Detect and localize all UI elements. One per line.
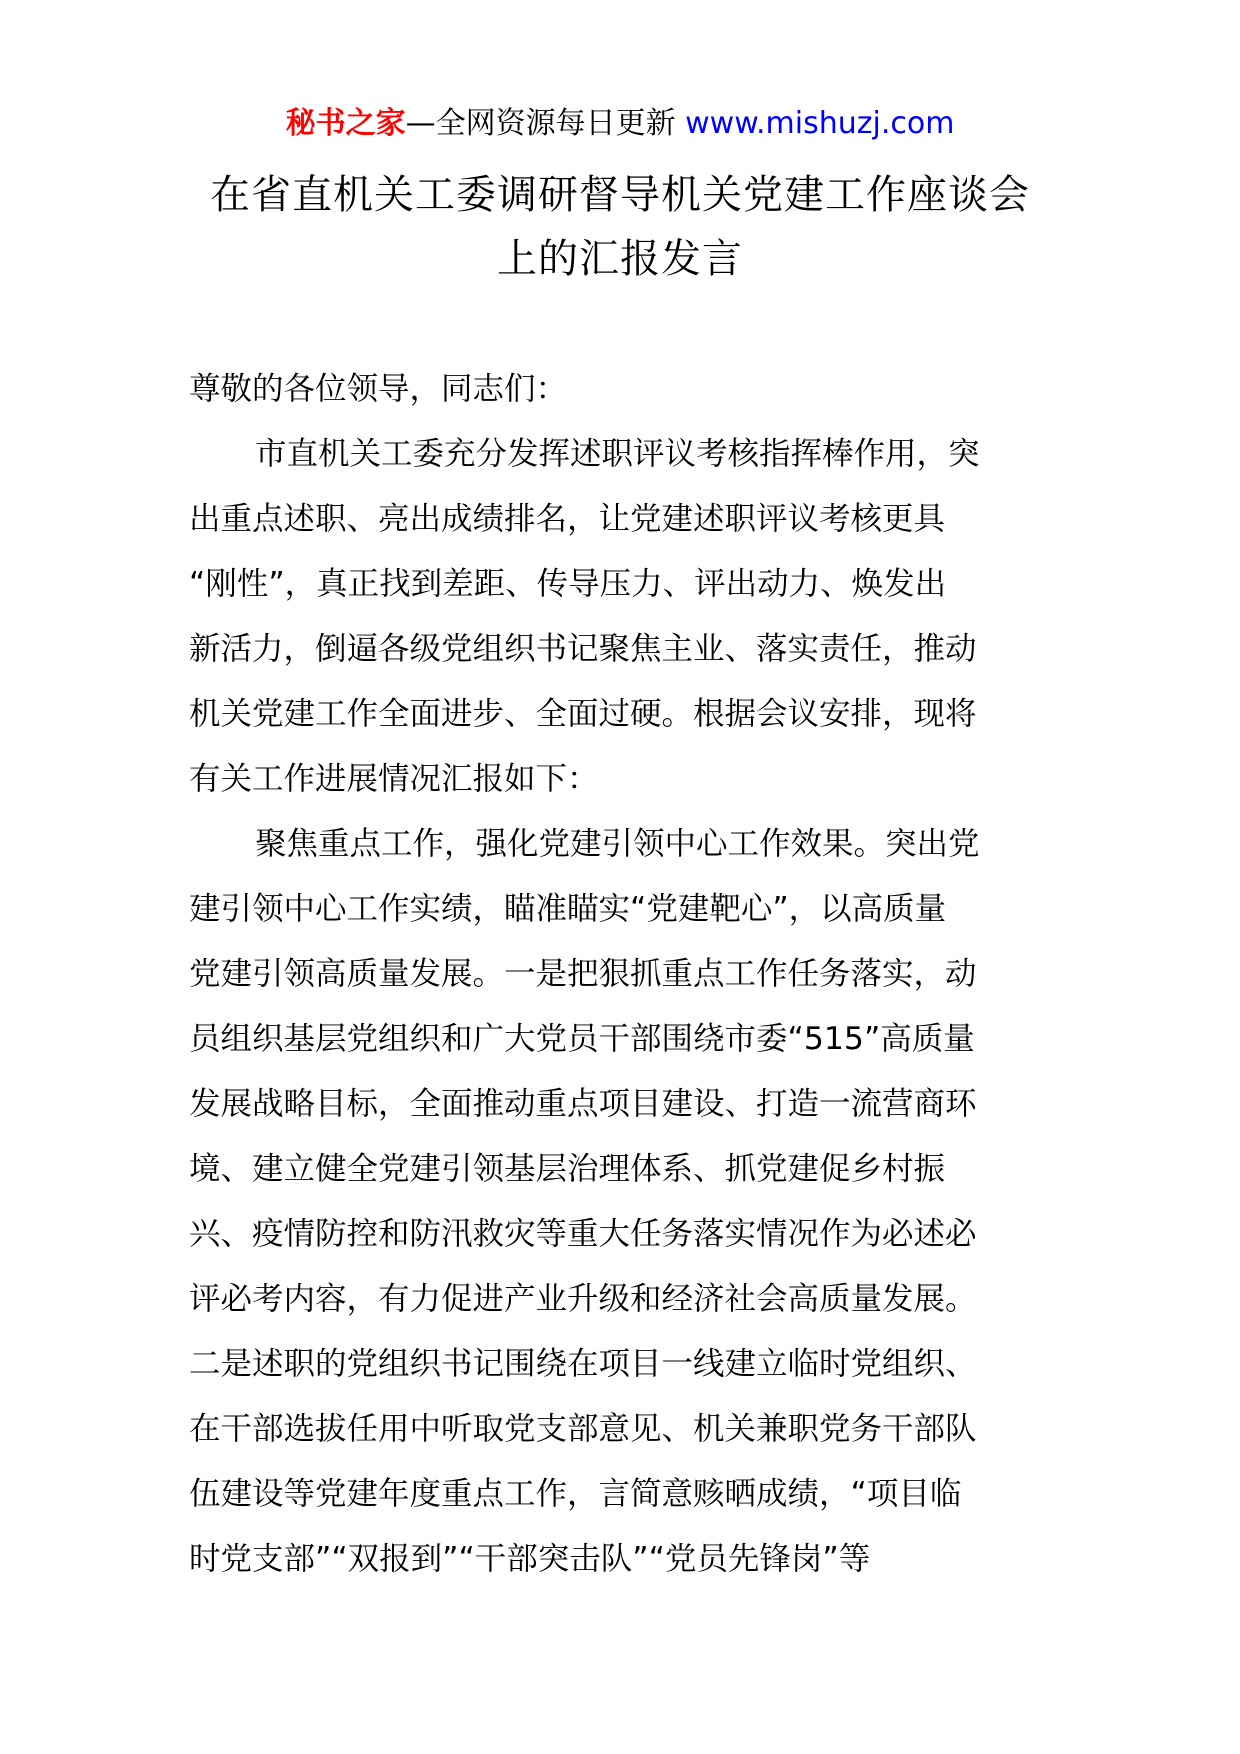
body-line: 新活力，倒逼各级党组织书记聚焦主业、落实责任，推动 — [189, 631, 977, 667]
body-line: 市直机关工委充分发挥述职评议考核指挥棒作用，突 — [255, 436, 980, 472]
body-line: 出重点述职、亮出成绩排名，让党建述职评议考核更具 — [189, 501, 946, 537]
salutation: 尊敬的各位领导，同志们： — [189, 371, 568, 407]
body-line: 机关党建工作全面进步、全面过硬。根据会议安排，现将 — [189, 696, 977, 732]
body-line: 聚焦重点工作，强化党建引领中心工作效果。突出党 — [255, 826, 980, 862]
body-line: 二是述职的党组织书记围绕在项目一线建立临时党组织、 — [189, 1346, 977, 1382]
title-line: 在省直机关工委调研督导机关党建工作座谈会 — [210, 172, 1030, 218]
banner-slogan: —全网资源每日更新 — [405, 106, 686, 141]
site-banner — [0, 104, 1240, 144]
body-line: 员组织基层党组织和广大党员干部围绕市委“515”高质量 — [189, 1021, 975, 1057]
banner-brand: 秘书之家 — [285, 106, 406, 141]
body-line: 有关工作进展情况汇报如下： — [189, 761, 599, 797]
document-body — [189, 357, 1061, 1592]
body-line: 在干部选拔任用中听取党支部意见、机关兼职党务干部队 — [189, 1411, 977, 1447]
body-line: 建引领中心工作实绩，瞄准瞄实“党建靶心”，以高质量 — [189, 891, 947, 927]
body-line: 伍建设等党建年度重点工作，言简意赅晒成绩，“项目临 — [189, 1476, 962, 1512]
document-title — [150, 163, 1090, 291]
title-line: 上的汇报发言 — [497, 236, 743, 282]
body-line: 时党支部”“双报到”“干部突击队”“党员先锋岗”等 — [189, 1541, 871, 1577]
body-line: “刚性”，真正找到差距、传导压力、评出动力、焕发出 — [189, 566, 947, 602]
body-line: 评必考内容，有力促进产业升级和经济社会高质量发展。 — [189, 1281, 977, 1317]
body-line: 党建引领高质量发展。一是把狠抓重点工作任务落实，动 — [189, 956, 977, 992]
banner-url-link[interactable]: www.mishuzj.com — [685, 106, 955, 141]
body-line: 境、建立健全党建引领基层治理体系、抓党建促乡村振 — [189, 1151, 946, 1187]
body-line: 兴、疫情防控和防汛救灾等重大任务落实情况作为必述必 — [189, 1216, 977, 1252]
body-line: 发展战略目标，全面推动重点项目建设、打造一流营商环 — [189, 1086, 977, 1122]
